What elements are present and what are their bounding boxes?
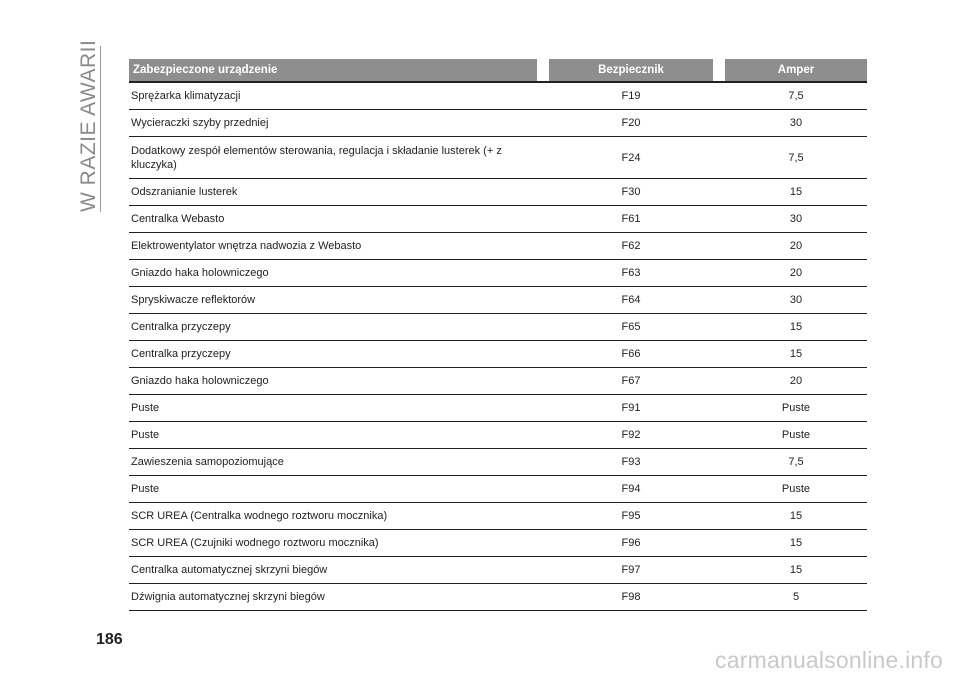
section-divider [100, 46, 101, 212]
table-row [129, 260, 867, 287]
cell-fuse: F91 [621, 402, 641, 414]
cell-amp: 30 [789, 294, 803, 306]
cell-fuse: F63 [621, 267, 641, 279]
cell-fuse: F64 [621, 294, 641, 306]
cell-fuse: F95 [621, 510, 641, 522]
table-row [129, 287, 867, 314]
watermark: carmanualsonline.info [715, 647, 943, 673]
cell-amp: 5 [792, 591, 800, 603]
cell-device: Dźwignia automatycznej skrzyni biegów [131, 591, 325, 603]
table-row [129, 584, 867, 611]
cell-amp: 20 [789, 240, 803, 252]
header-gap [713, 59, 725, 81]
table-row [129, 341, 867, 368]
page-number: 186 [96, 631, 123, 648]
cell-amp: 15 [789, 321, 803, 333]
table-row [129, 206, 867, 233]
cell-amp: 15 [789, 537, 803, 549]
cell-amp: 7,5 [788, 456, 804, 468]
table-row [129, 449, 867, 476]
cell-fuse: F94 [621, 483, 641, 495]
cell-amp: 20 [789, 375, 803, 387]
header-fuse: Bezpiecznik [549, 59, 713, 81]
cell-device: Centralka automatycznej skrzyni biegów [131, 564, 328, 576]
cell-fuse: F98 [621, 591, 641, 603]
cell-device: Sprężarka klimatyzacji [131, 90, 241, 102]
cell-amp: Puste [781, 429, 811, 441]
cell-device: Dodatkowy zespół elementów sterowania, regulacja i składanie lusterek (+ z kluczyka) [131, 144, 502, 171]
table-row [129, 557, 867, 584]
cell-amp: 20 [789, 267, 803, 279]
cell-amp: Puste [781, 483, 811, 495]
section-title: W RAZIE AWARII [77, 39, 100, 212]
cell-fuse: F24 [621, 151, 641, 164]
cell-amp: 15 [789, 564, 803, 576]
cell-fuse: F20 [621, 117, 641, 129]
cell-device: Puste [131, 402, 160, 414]
cell-device: Centralka przyczepy [131, 321, 231, 333]
table-row [129, 503, 867, 530]
cell-amp: 30 [789, 213, 803, 225]
cell-device: Gniazdo haka holowniczego [131, 267, 269, 279]
header-gap [537, 59, 549, 81]
table-row [129, 395, 867, 422]
cell-device: Wycieraczki szyby przedniej [131, 117, 269, 129]
cell-device: Zawieszenia samopoziomujące [131, 456, 284, 468]
cell-fuse: F67 [621, 375, 641, 387]
cell-amp: 15 [789, 510, 803, 522]
cell-device: Odszranianie lusterek [131, 186, 238, 198]
cell-fuse: F62 [621, 240, 641, 252]
cell-device: Centralka przyczepy [131, 348, 231, 360]
cell-fuse: F66 [621, 348, 641, 360]
cell-fuse: F96 [621, 537, 641, 549]
table-row [129, 368, 867, 395]
cell-amp: 7,5 [788, 151, 804, 164]
table-row [129, 110, 867, 137]
fuse-table [129, 59, 867, 611]
cell-amp: Puste [781, 402, 811, 414]
cell-amp: 7,5 [788, 90, 804, 102]
cell-fuse: F92 [621, 429, 641, 441]
table-header [129, 59, 867, 81]
header-amp: Amper [725, 59, 867, 81]
cell-fuse: F93 [621, 456, 641, 468]
cell-device: Spryskiwacze reflektorów [131, 294, 256, 306]
cell-fuse: F61 [621, 213, 641, 225]
table-row [129, 83, 867, 110]
cell-fuse: F97 [621, 564, 641, 576]
table-row [129, 422, 867, 449]
table-row [129, 314, 867, 341]
table-row [129, 530, 867, 557]
table-body [129, 83, 867, 611]
cell-fuse: F19 [621, 90, 641, 102]
cell-fuse: F30 [621, 186, 641, 198]
header-device: Zabezpieczone urządzenie [129, 59, 537, 81]
table-row [129, 476, 867, 503]
cell-device: Elektrowentylator wnętrza nadwozia z Webasto [131, 240, 362, 252]
cell-amp: 30 [789, 117, 803, 129]
cell-fuse: F65 [621, 321, 641, 333]
cell-device: Puste [131, 483, 160, 495]
table-row [129, 233, 867, 260]
cell-device: Centralka Webasto [131, 213, 225, 225]
cell-amp: 15 [789, 186, 803, 198]
table-row [129, 179, 867, 206]
cell-device: Puste [131, 429, 160, 441]
table-row [129, 137, 867, 179]
cell-device: SCR UREA (Czujniki wodnego roztworu mocznika) [131, 537, 379, 549]
cell-amp: 15 [789, 348, 803, 360]
cell-device: Gniazdo haka holowniczego [131, 375, 269, 387]
cell-device: SCR UREA (Centralka wodnego roztworu mocznika) [131, 510, 388, 522]
